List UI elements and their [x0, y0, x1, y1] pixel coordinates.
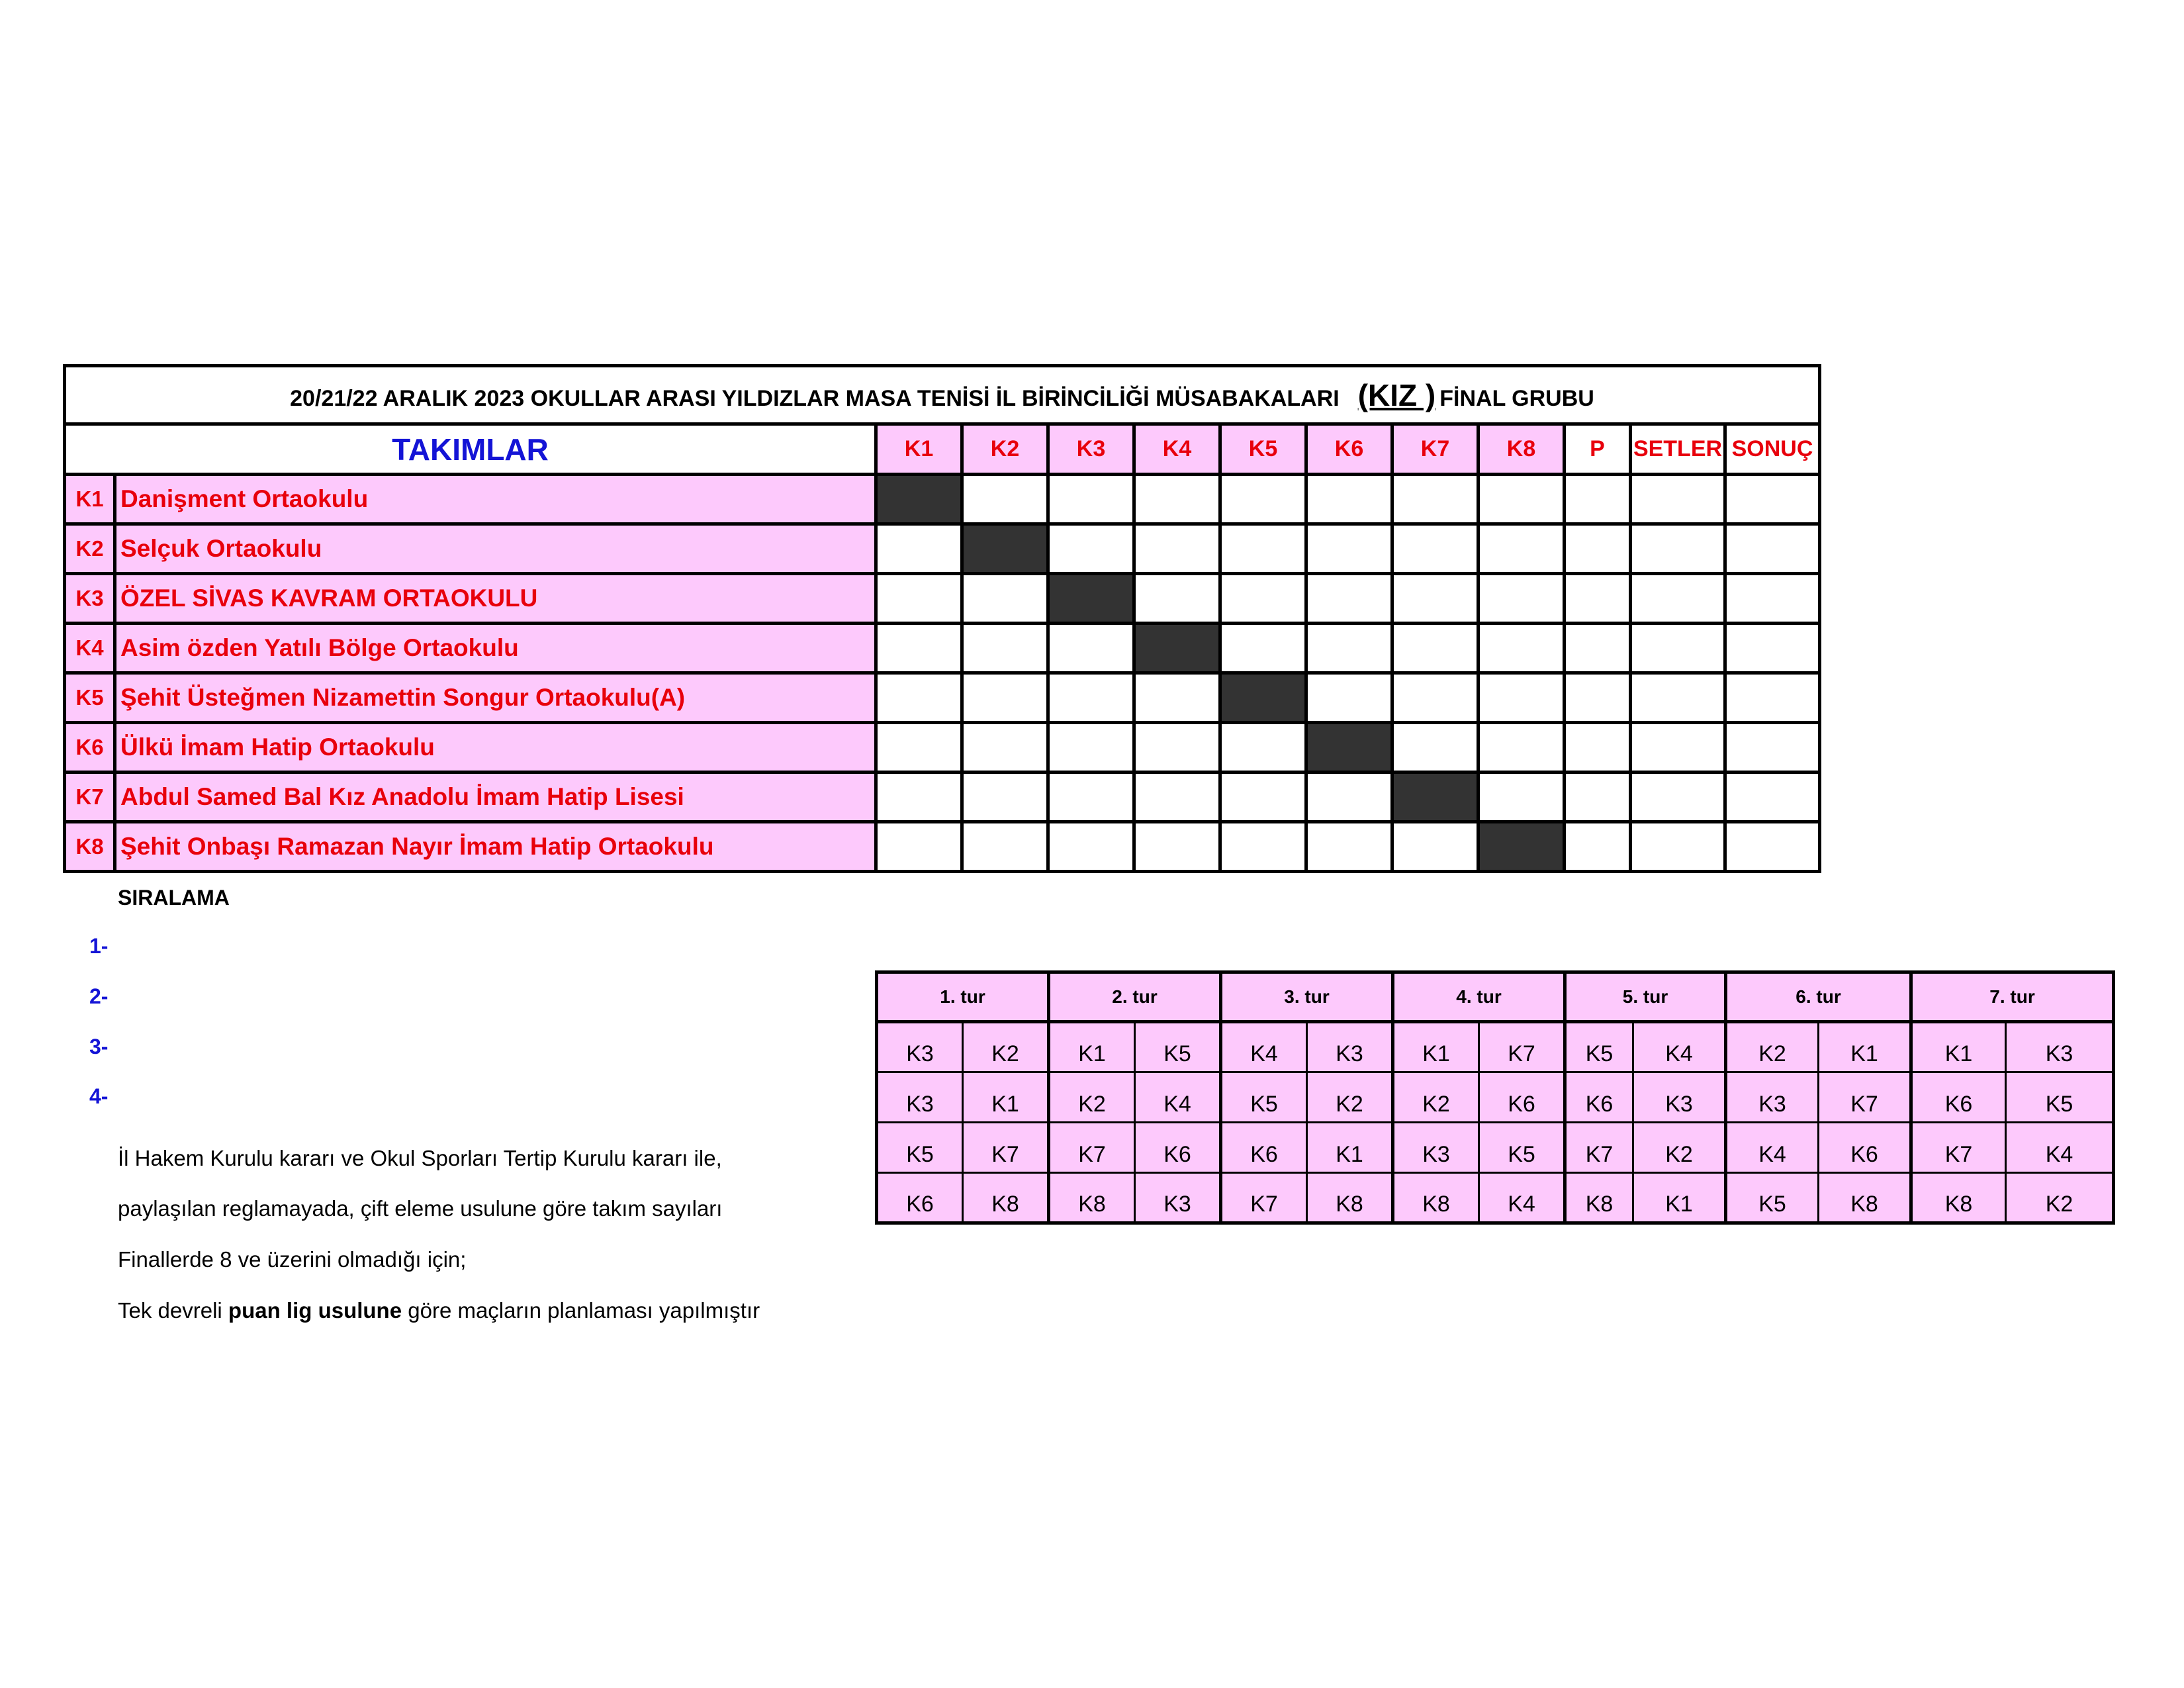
schedule-row: [877, 1022, 2114, 1072]
score-cell[interactable]: [1134, 673, 1220, 723]
rank-1: 1-: [89, 934, 109, 958]
match-team: K2: [1049, 1072, 1135, 1123]
score-cell[interactable]: [962, 624, 1048, 673]
score-cell[interactable]: [1392, 822, 1479, 872]
sets-cell[interactable]: [1631, 574, 1725, 624]
team-code: K4: [65, 624, 115, 673]
note-line-1: İl Hakem Kurulu kararı ve Okul Sporları Tertip Kurulu kararı ile,: [118, 1146, 722, 1170]
note-line-4-pre: Tek devreli: [118, 1298, 228, 1323]
match-team: K8: [963, 1173, 1049, 1223]
round-header: 5. tur: [1565, 972, 1726, 1022]
score-cell[interactable]: [1479, 773, 1565, 822]
team-row: [65, 624, 1820, 673]
score-cell[interactable]: [1220, 773, 1306, 822]
self-match-cell: [876, 475, 962, 524]
match-team: K4: [1633, 1022, 1726, 1072]
match-team: K4: [1135, 1072, 1221, 1123]
score-cell[interactable]: [962, 673, 1048, 723]
score-cell[interactable]: [962, 773, 1048, 822]
rank-3: 3-: [89, 1035, 109, 1058]
match-team: K8: [1049, 1173, 1135, 1223]
score-cell[interactable]: [1134, 524, 1220, 574]
match-team: K1: [1307, 1123, 1393, 1173]
points-cell[interactable]: [1565, 624, 1631, 673]
rank-2: 2-: [89, 984, 109, 1008]
points-cell[interactable]: [1565, 673, 1631, 723]
score-cell[interactable]: [876, 723, 962, 773]
standings-table: [63, 364, 1821, 873]
column-header-k4: K4: [1134, 424, 1220, 475]
score-cell[interactable]: [1479, 475, 1565, 524]
round-header: 7. tur: [1911, 972, 2114, 1022]
result-cell[interactable]: [1725, 475, 1820, 524]
score-cell[interactable]: [1220, 524, 1306, 574]
sets-cell[interactable]: [1631, 475, 1725, 524]
team-name: Selçuk Ortaokulu: [115, 524, 876, 574]
team-name: Şehit Üsteğmen Nizamettin Songur Ortaokulu(A): [115, 673, 876, 723]
match-team: K1: [1911, 1022, 2006, 1072]
match-team: K8: [1819, 1173, 1911, 1223]
score-cell[interactable]: [1134, 723, 1220, 773]
team-name: Asim özden Yatılı Bölge Ortaokulu: [115, 624, 876, 673]
match-team: K8: [1911, 1173, 2006, 1223]
score-cell[interactable]: [1306, 673, 1392, 723]
match-team: K1: [1819, 1022, 1911, 1072]
column-header-k8: K8: [1479, 424, 1565, 475]
score-cell[interactable]: [1392, 475, 1479, 524]
result-cell[interactable]: [1725, 773, 1820, 822]
score-cell[interactable]: [1220, 624, 1306, 673]
score-cell[interactable]: [876, 524, 962, 574]
score-cell[interactable]: [1479, 624, 1565, 673]
score-cell[interactable]: [1479, 723, 1565, 773]
teams-header: TAKIMLAR: [65, 424, 876, 475]
note-line-2: paylaşılan reglamayada, çift eleme usulune göre takım sayıları: [118, 1196, 723, 1221]
note-line-4: [118, 1298, 760, 1323]
score-cell[interactable]: [1220, 574, 1306, 624]
match-team: K8: [1565, 1173, 1633, 1223]
score-cell[interactable]: [1479, 524, 1565, 574]
round-header: 2. tur: [1049, 972, 1221, 1022]
match-team: K2: [2006, 1173, 2114, 1223]
self-match-cell: [1392, 773, 1479, 822]
match-team: K3: [1393, 1123, 1479, 1173]
sets-cell[interactable]: [1631, 723, 1725, 773]
score-cell[interactable]: [1048, 475, 1134, 524]
score-cell[interactable]: [1392, 673, 1479, 723]
score-cell[interactable]: [1134, 773, 1220, 822]
score-cell[interactable]: [1479, 673, 1565, 723]
schedule-row: [877, 1123, 2114, 1173]
match-team: K7: [1911, 1123, 2006, 1173]
round-header: 4. tur: [1393, 972, 1565, 1022]
match-team: K3: [1726, 1072, 1819, 1123]
team-name: ÖZEL SİVAS KAVRAM ORTAOKULU: [115, 574, 876, 624]
score-cell[interactable]: [962, 822, 1048, 872]
result-cell[interactable]: [1725, 574, 1820, 624]
score-cell[interactable]: [1306, 822, 1392, 872]
score-cell[interactable]: [1134, 475, 1220, 524]
match-team: K5: [877, 1123, 963, 1173]
score-cell[interactable]: [876, 624, 962, 673]
team-row: [65, 723, 1820, 773]
score-cell[interactable]: [876, 773, 962, 822]
score-cell[interactable]: [1392, 574, 1479, 624]
team-row: [65, 475, 1820, 524]
team-code: K2: [65, 524, 115, 574]
match-team: K7: [963, 1123, 1049, 1173]
score-cell[interactable]: [1220, 822, 1306, 872]
match-team: K7: [1819, 1072, 1911, 1123]
score-cell[interactable]: [1048, 723, 1134, 773]
match-team: K5: [1479, 1123, 1565, 1173]
match-team: K5: [1565, 1022, 1633, 1072]
score-cell[interactable]: [1048, 773, 1134, 822]
self-match-cell: [1220, 673, 1306, 723]
self-match-cell: [1479, 822, 1565, 872]
score-cell[interactable]: [876, 574, 962, 624]
title-prefix: 20/21/22 ARALIK 2023 OKULLAR ARASI YILDIZLAR MASA TENİSİ İL BİRİNCİLİĞİ MÜSABAKALARI: [290, 385, 1340, 411]
team-code: K1: [65, 475, 115, 524]
team-code: K3: [65, 574, 115, 624]
page-title: [65, 366, 1820, 424]
score-cell[interactable]: [1048, 524, 1134, 574]
column-header-k6: K6: [1306, 424, 1392, 475]
note-line-3: Finallerde 8 ve üzerini olmadığı için;: [118, 1247, 467, 1272]
score-cell[interactable]: [1306, 524, 1392, 574]
match-schedule-table: [875, 970, 2115, 1225]
match-team: K2: [1633, 1123, 1726, 1173]
match-team: K1: [1633, 1173, 1726, 1223]
match-team: K1: [1393, 1022, 1479, 1072]
score-cell[interactable]: [876, 673, 962, 723]
column-header-k1: K1: [876, 424, 962, 475]
match-team: K2: [1726, 1022, 1819, 1072]
match-team: K6: [1479, 1072, 1565, 1123]
team-name: Şehit Onbaşı Ramazan Nayır İmam Hatip Ortaokulu: [115, 822, 876, 872]
schedule-row: [877, 1072, 2114, 1123]
match-team: K3: [2006, 1022, 2114, 1072]
sets-cell[interactable]: [1631, 624, 1725, 673]
match-team: K3: [1135, 1173, 1221, 1223]
match-team: K7: [1479, 1022, 1565, 1072]
self-match-cell: [1306, 723, 1392, 773]
column-header-k7: K7: [1392, 424, 1479, 475]
sets-header: SETLER: [1631, 424, 1725, 475]
points-cell[interactable]: [1565, 475, 1631, 524]
match-team: K5: [1221, 1072, 1307, 1123]
points-cell[interactable]: [1565, 574, 1631, 624]
team-code: K5: [65, 673, 115, 723]
sets-cell[interactable]: [1631, 773, 1725, 822]
match-team: K6: [1135, 1123, 1221, 1173]
match-team: K4: [1726, 1123, 1819, 1173]
points-cell[interactable]: [1565, 524, 1631, 574]
score-cell[interactable]: [1392, 524, 1479, 574]
match-team: K6: [1911, 1072, 2006, 1123]
title-suffix: FİNAL GRUBU: [1439, 385, 1594, 411]
match-team: K7: [1049, 1123, 1135, 1173]
column-header-k5: K5: [1220, 424, 1306, 475]
team-row: [65, 574, 1820, 624]
match-team: K1: [963, 1072, 1049, 1123]
team-name: Danişment Ortaokulu: [115, 475, 876, 524]
match-team: K6: [1221, 1123, 1307, 1173]
points-cell[interactable]: [1565, 822, 1631, 872]
match-team: K3: [877, 1022, 963, 1072]
score-cell[interactable]: [1306, 773, 1392, 822]
team-name: Ülkü İmam Hatip Ortaokulu: [115, 723, 876, 773]
match-team: K5: [1726, 1173, 1819, 1223]
match-team: K8: [1307, 1173, 1393, 1223]
match-team: K4: [1221, 1022, 1307, 1072]
score-cell[interactable]: [876, 822, 962, 872]
self-match-cell: [1048, 574, 1134, 624]
ranking-title: SIRALAMA: [118, 886, 230, 910]
self-match-cell: [962, 524, 1048, 574]
self-match-cell: [1134, 624, 1220, 673]
team-name: Abdul Samed Bal Kız Anadolu İmam Hatip Lisesi: [115, 773, 876, 822]
score-cell[interactable]: [1306, 475, 1392, 524]
team-row: [65, 822, 1820, 872]
title-category: (KIZ ): [1357, 377, 1436, 412]
score-cell[interactable]: [962, 723, 1048, 773]
score-cell[interactable]: [1306, 624, 1392, 673]
match-team: K3: [1307, 1022, 1393, 1072]
rank-4: 4-: [89, 1084, 109, 1108]
sets-cell[interactable]: [1631, 673, 1725, 723]
sets-cell[interactable]: [1631, 524, 1725, 574]
team-code: K6: [65, 723, 115, 773]
score-cell[interactable]: [962, 574, 1048, 624]
team-row: [65, 773, 1820, 822]
match-team: K2: [1393, 1072, 1479, 1123]
match-team: K5: [1135, 1022, 1221, 1072]
score-cell[interactable]: [1220, 723, 1306, 773]
result-cell[interactable]: [1725, 673, 1820, 723]
score-cell[interactable]: [1479, 574, 1565, 624]
match-team: K6: [1819, 1123, 1911, 1173]
match-team: K8: [1393, 1173, 1479, 1223]
score-cell[interactable]: [1306, 574, 1392, 624]
score-cell[interactable]: [1134, 822, 1220, 872]
score-cell[interactable]: [1134, 574, 1220, 624]
match-team: K6: [877, 1173, 963, 1223]
match-team: K1: [1049, 1022, 1135, 1072]
points-cell[interactable]: [1565, 773, 1631, 822]
match-team: K4: [2006, 1123, 2114, 1173]
score-cell[interactable]: [1392, 624, 1479, 673]
score-cell[interactable]: [962, 475, 1048, 524]
points-cell[interactable]: [1565, 723, 1631, 773]
note-line-4-post: göre maçların planlaması yapılmıştır: [402, 1298, 760, 1323]
match-team: K2: [963, 1022, 1049, 1072]
round-header: 3. tur: [1221, 972, 1393, 1022]
score-cell[interactable]: [1220, 475, 1306, 524]
team-code: K8: [65, 822, 115, 872]
match-team: K7: [1565, 1123, 1633, 1173]
result-cell[interactable]: [1725, 524, 1820, 574]
match-team: K3: [877, 1072, 963, 1123]
round-header: 1. tur: [877, 972, 1049, 1022]
result-cell[interactable]: [1725, 723, 1820, 773]
score-cell[interactable]: [1392, 723, 1479, 773]
match-team: K6: [1565, 1072, 1633, 1123]
match-team: K4: [1479, 1173, 1565, 1223]
team-row: [65, 524, 1820, 574]
schedule-row: [877, 1173, 2114, 1223]
result-cell[interactable]: [1725, 822, 1820, 872]
note-line-4-bold: puan lig usulune: [228, 1298, 402, 1323]
team-row: [65, 673, 1820, 723]
match-team: K3: [1633, 1072, 1726, 1123]
points-header: P: [1565, 424, 1631, 475]
team-code: K7: [65, 773, 115, 822]
column-header-k2: K2: [962, 424, 1048, 475]
column-header-k3: K3: [1048, 424, 1134, 475]
score-cell[interactable]: [1048, 624, 1134, 673]
match-team: K7: [1221, 1173, 1307, 1223]
score-cell[interactable]: [1048, 822, 1134, 872]
match-team: K2: [1307, 1072, 1393, 1123]
round-header: 6. tur: [1726, 972, 1911, 1022]
result-header: SONUÇ: [1725, 424, 1820, 475]
match-team: K5: [2006, 1072, 2114, 1123]
result-cell[interactable]: [1725, 624, 1820, 673]
sets-cell[interactable]: [1631, 822, 1725, 872]
score-cell[interactable]: [1048, 673, 1134, 723]
